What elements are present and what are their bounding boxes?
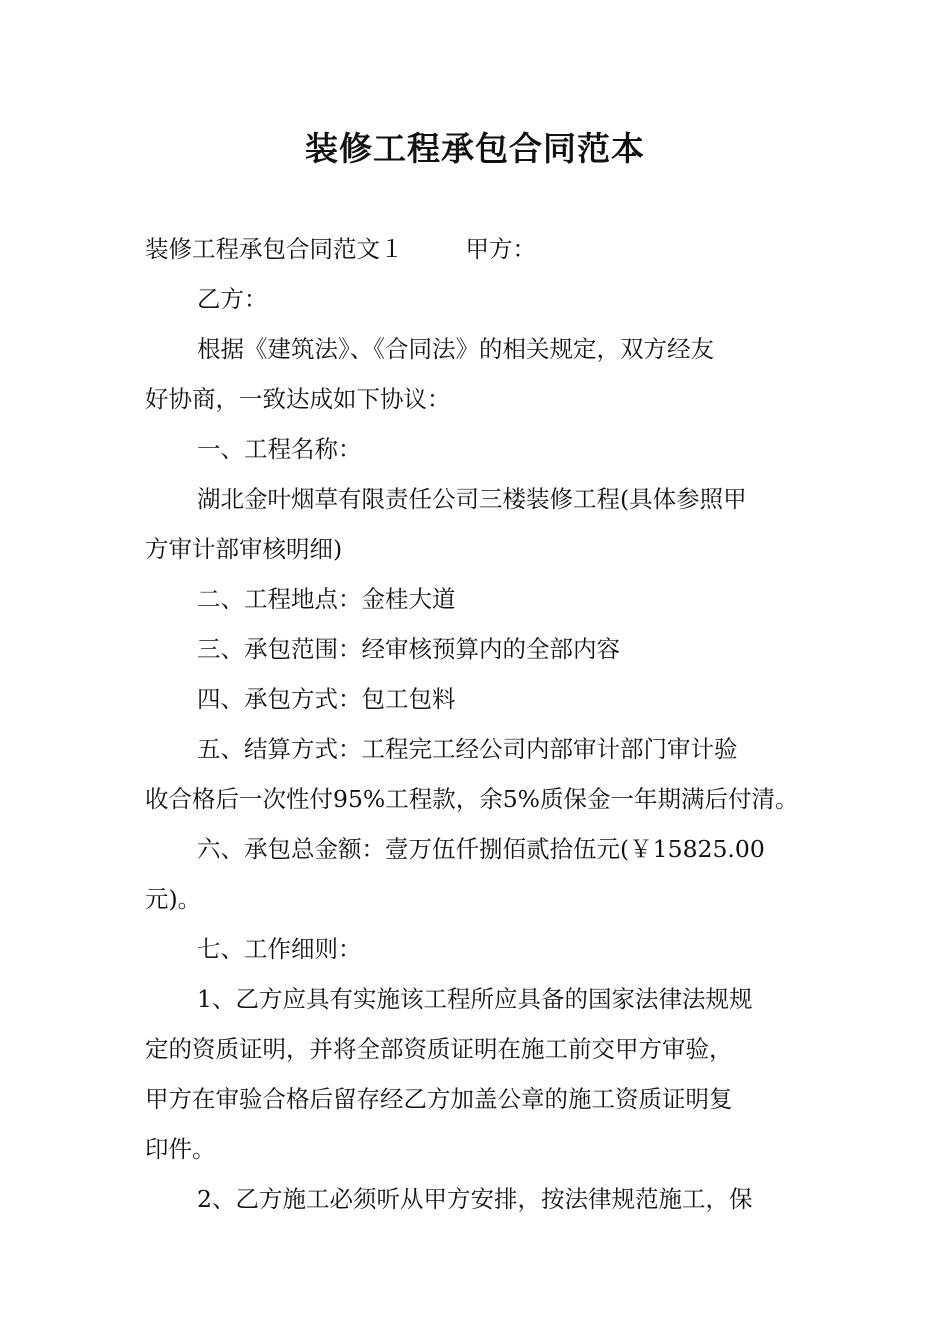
- paragraph-line: 定的资质证明，并将全部资质证明在施工前交甲方审验，: [145, 1035, 733, 1063]
- party-b-label: 乙方：: [197, 285, 268, 313]
- section-heading: 一、工程名称：: [197, 435, 362, 463]
- section-line: 四、承包方式：包工包料: [197, 685, 456, 713]
- paragraph-line: 元)。: [145, 885, 202, 913]
- section-line: 六、承包总金额：壹万伍仟捌佰贰拾伍元(￥15825.00: [197, 835, 765, 863]
- subtitle: 装修工程承包合同范文１: [145, 235, 404, 263]
- paragraph-line: 根据《建筑法》、《合同法》的相关规定，双方经友: [197, 335, 714, 363]
- paragraph-line: 湖北金叶烟草有限责任公司三楼装修工程(具体参照甲: [197, 485, 747, 513]
- paragraph-line: 印件。: [145, 1135, 216, 1163]
- paragraph-line: 方审计部审核明细): [145, 535, 343, 563]
- section-line: 二、工程地点：金桂大道: [197, 585, 456, 613]
- document-body: [145, 224, 810, 1224]
- paragraph-line: 1、乙方应具有实施该工程所应具备的国家法律法规规: [197, 985, 753, 1013]
- party-a-label: 甲方：: [465, 235, 536, 263]
- section-line: 五、结算方式：工程完工经公司内部审计部门审计验: [197, 735, 738, 763]
- paragraph-line: 甲方在审验合格后留存经乙方加盖公章的施工资质证明复: [145, 1085, 733, 1113]
- paragraph-line: 收合格后一次性付95%工程款，余5%质保金一年期满后付清。: [145, 785, 799, 813]
- document-title: 装修工程承包合同范本: [305, 129, 645, 168]
- section-line: 三、承包范围：经审核预算内的全部内容: [197, 635, 620, 663]
- paragraph-line: 2、乙方施工必须听从甲方安排，按法律规范施工，保: [197, 1185, 753, 1213]
- intro-line: [145, 224, 810, 274]
- section-heading: 七、工作细则：: [197, 935, 362, 963]
- paragraph-line: 好协商，一致达成如下协议：: [145, 385, 451, 413]
